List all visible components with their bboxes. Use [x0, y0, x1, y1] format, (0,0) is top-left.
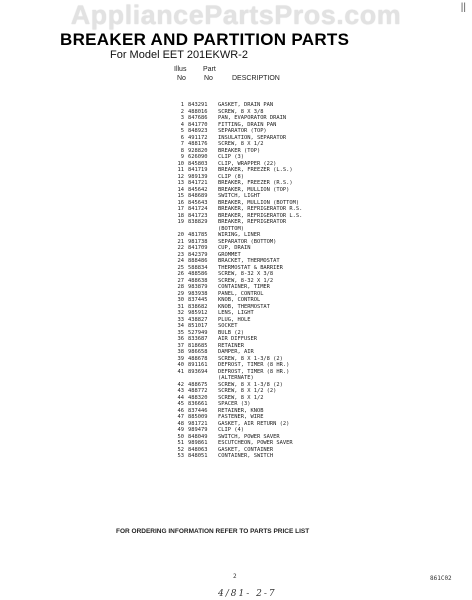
document-code: 861C02	[430, 575, 452, 582]
illus-no: 20	[177, 232, 184, 238]
part-description: DEFROST, TIMER (8 HR.)	[218, 368, 290, 375]
part-description: BREAKER (TOP)	[218, 147, 261, 154]
illus-no-header-bottom: No	[177, 75, 186, 82]
illus-no: 7	[180, 141, 184, 147]
part-description: BREAKER, MULLION (BOTTOM)	[218, 199, 300, 206]
illus-no: 29	[177, 290, 184, 297]
part-number: 488638	[188, 277, 208, 284]
part-description: CLIP, WRAPPER (22)	[218, 160, 277, 167]
part-number: 985912	[188, 310, 208, 316]
part-number: 981738	[188, 238, 208, 245]
part-number: 981721	[188, 420, 208, 427]
part-number: 928820	[188, 147, 208, 154]
part-description: SEPARATOR (TOP)	[218, 128, 267, 134]
part-number: 488176	[188, 141, 208, 147]
illus-no: 18	[177, 212, 184, 219]
part-description: PANEL, CONTROL	[218, 290, 264, 297]
illus-no: 2	[180, 108, 184, 115]
part-number: 989861	[188, 440, 208, 446]
part-description: CONTAINER, TIMER	[218, 284, 270, 290]
part-description: KNOB, CONTROL	[218, 297, 261, 303]
part-description: PAN, EVAPORATOR DRAIN	[218, 115, 287, 121]
part-description: SCREW, 8 X 1-3/8 (2)	[218, 381, 283, 388]
page-title: BREAKER AND PARTITION PARTS	[60, 30, 350, 49]
part-number: 885009	[188, 414, 208, 420]
part-number: 836661	[188, 401, 208, 407]
illus-no: 17	[177, 206, 184, 212]
illus-no: 36	[177, 336, 184, 342]
part-number: 848063	[188, 446, 208, 453]
part-description: SCREW, 8 X 3/8	[218, 108, 264, 115]
illus-no: 4	[180, 121, 184, 128]
illus-no: 28	[177, 284, 184, 290]
parts-row	[0, 453, 472, 460]
illus-no: 21	[177, 238, 184, 245]
part-description: CLIP (4)	[218, 427, 244, 433]
part-number: 841770	[188, 121, 208, 128]
part-number: 891161	[188, 362, 208, 368]
part-number: 983879	[188, 284, 208, 290]
part-description: CLIP (3)	[218, 154, 244, 160]
part-number: 989139	[188, 173, 208, 180]
part-number: 488772	[188, 388, 208, 394]
part-description: (ALTERNATE)	[218, 375, 254, 381]
illus-no: 40	[177, 362, 184, 368]
corner-mark: ||	[460, 2, 466, 13]
illus-no: 52	[177, 446, 184, 453]
part-description: BREAKER, FREEZER (L.S.)	[218, 167, 293, 173]
part-description: CONTAINER, SWITCH	[218, 453, 274, 459]
part-number: 848051	[188, 453, 208, 459]
illus-no: 13	[177, 180, 184, 186]
part-number: 481785	[188, 232, 208, 238]
part-number: 838682	[188, 303, 208, 310]
illus-no: 25	[177, 264, 184, 271]
part-number: 626090	[188, 154, 208, 160]
part-description: WIRING, LINER	[218, 232, 261, 238]
illus-no: 22	[177, 245, 184, 251]
handwritten-note: 4/81- 2-7	[218, 589, 277, 599]
part-description: GASKET, DRAIN PAN	[218, 102, 274, 108]
part-description: BREAKER, MULLION (TOP)	[218, 186, 290, 193]
illus-no: 15	[177, 193, 184, 199]
part-number: 848689	[188, 193, 208, 199]
illus-no: 37	[177, 342, 184, 349]
part-description: SEPARATOR (BOTTOM)	[218, 238, 277, 245]
part-description: SCREW, 8 X 1/2 (2)	[218, 388, 277, 394]
part-number: 893694	[188, 368, 208, 375]
part-number: 841719	[188, 167, 208, 173]
part-description: SCREW, 8 X 1/2	[218, 394, 264, 401]
part-description: GROMMET	[218, 251, 241, 258]
part-description: BREAKER, REFRIGERATOR L.S.	[218, 212, 303, 219]
part-number: 833687	[188, 336, 208, 342]
illus-no: 8	[180, 147, 184, 154]
part-number: 841723	[188, 212, 208, 219]
part-number: 986658	[188, 349, 208, 355]
illus-no: 49	[177, 427, 184, 433]
illus-no: 33	[177, 316, 184, 323]
part-description: GASKET, CONTAINER	[218, 446, 274, 453]
illus-no: 50	[177, 433, 184, 440]
illus-no: 14	[177, 186, 184, 193]
part-number: 527949	[188, 329, 208, 336]
illus-no: 44	[177, 394, 184, 401]
part-number: 488678	[188, 355, 208, 362]
part-number: 851017	[188, 323, 208, 329]
part-description: FITTING, DRAIN PAN	[218, 121, 277, 128]
part-description: GASKET, AIR RETURN (2)	[218, 420, 290, 427]
illus-no: 23	[177, 251, 184, 258]
part-number: 842379	[188, 251, 208, 258]
part-number: 848049	[188, 433, 208, 440]
part-no-header-bottom: No	[204, 75, 213, 82]
illus-no: 5	[180, 128, 184, 134]
part-number: 989479	[188, 427, 208, 433]
part-description: SCREW, 8 X 1/2	[218, 141, 264, 147]
ordering-footer: FOR ORDERING INFORMATION REFER TO PARTS PRICE LIST	[116, 528, 310, 535]
part-number: 848923	[188, 128, 208, 134]
illus-no: 42	[177, 381, 184, 388]
illus-no: 32	[177, 310, 184, 316]
part-description: SCREW, 8-32 X 1/2	[218, 277, 274, 284]
part-number: 488016	[188, 108, 208, 115]
part-number: 983938	[188, 290, 208, 297]
illus-no: 12	[177, 173, 184, 180]
illus-no: 45	[177, 401, 184, 407]
illus-no: 47	[177, 414, 184, 420]
part-description: AIR DIFFUSER	[218, 336, 257, 342]
part-number: 847686	[188, 115, 208, 121]
part-description: CUP, DRAIN	[218, 245, 251, 251]
parts-list	[0, 102, 472, 460]
illus-no: 9	[180, 154, 184, 160]
part-description: BRACKET, THERMOSTAT	[218, 258, 280, 264]
part-no-header-top: Part	[203, 66, 216, 73]
part-description: PLUG, HOLE	[218, 316, 251, 323]
illus-no: 43	[177, 388, 184, 394]
illus-no: 41	[177, 368, 184, 375]
illus-no: 38	[177, 349, 184, 355]
illus-no: 30	[177, 297, 184, 303]
part-description: (BOTTOM)	[218, 225, 244, 232]
part-description: SWITCH, LIGHT	[218, 193, 261, 199]
illus-no: 53	[177, 453, 184, 459]
part-number: 488675	[188, 381, 208, 388]
illus-no: 27	[177, 277, 184, 284]
illus-no: 3	[180, 115, 184, 121]
part-number: 841709	[188, 245, 208, 251]
part-description: INSULATION, SEPARATOR	[218, 134, 287, 141]
part-description: RETAINER, KNOB	[218, 407, 264, 414]
part-description: SCREW, 8-32 X 3/8	[218, 271, 274, 277]
part-number: 488320	[188, 394, 208, 401]
illus-no: 48	[177, 420, 184, 427]
illus-no: 46	[177, 407, 184, 414]
part-number: 491172	[188, 134, 208, 141]
part-description: THERMOSTAT & BARRIER	[218, 264, 283, 271]
part-number: 588834	[188, 264, 208, 271]
page-number: 2	[233, 573, 237, 580]
part-number: 818685	[188, 342, 208, 349]
part-number: 845803	[188, 160, 208, 167]
illus-no: 16	[177, 199, 184, 206]
part-description: SWITCH, POWER SAVER	[218, 433, 280, 440]
description-header: DESCRIPTION	[232, 75, 280, 82]
part-number: 838829	[188, 219, 208, 225]
part-description: SCREW, 8 X 1-3/8 (2)	[218, 355, 283, 362]
illus-no: 31	[177, 303, 184, 310]
part-description: DEFROST, TIMER (8 HR.)	[218, 362, 290, 368]
illus-no: 10	[177, 160, 184, 167]
part-number: 837446	[188, 407, 208, 414]
part-description: SPACER (3)	[218, 401, 251, 407]
part-number: 843291	[188, 102, 208, 108]
illus-no: 1	[180, 102, 184, 108]
site-watermark: AppliancePartsPros.com	[70, 0, 402, 30]
part-description: BREAKER, FREEZER (R.S.)	[218, 180, 293, 186]
illus-no: 26	[177, 271, 184, 277]
illus-no: 19	[177, 219, 184, 225]
illus-no: 24	[177, 258, 184, 264]
part-description: LENS, LIGHT	[218, 310, 254, 316]
part-number: 841724	[188, 206, 208, 212]
part-description: CLIP (8)	[218, 173, 244, 180]
part-number: 488586	[188, 271, 208, 277]
part-number: 841721	[188, 180, 208, 186]
illus-no: 39	[177, 355, 184, 362]
part-description: ESCUTCHEON, POWER SAVER	[218, 440, 293, 446]
illus-no: 34	[177, 323, 184, 329]
part-description: BREAKER, REFRIGERATOR	[218, 219, 287, 225]
illus-no: 35	[177, 329, 184, 336]
part-description: BREAKER, REFRIGERATOR R.S.	[218, 206, 303, 212]
part-description: KNOB, THERMOSTAT	[218, 303, 270, 310]
part-number: 845642	[188, 186, 208, 193]
part-description: DAMPER, AIR	[218, 349, 254, 355]
illus-no: 51	[177, 440, 184, 446]
illus-no-header-top: Illus	[174, 66, 187, 73]
part-number: 837445	[188, 297, 208, 303]
part-number: 845643	[188, 199, 208, 206]
illus-no: 6	[180, 134, 184, 141]
part-description: SOCKET	[218, 323, 238, 329]
model-subtitle: For Model EET 201EKWR-2	[110, 49, 248, 61]
part-description: RETAINER	[218, 342, 244, 349]
illus-no: 11	[177, 167, 184, 173]
part-description: FASTENER, WIRE	[218, 414, 264, 420]
part-number: 438827	[188, 316, 208, 323]
part-number: 888486	[188, 258, 208, 264]
part-description: BULB (2)	[218, 329, 244, 336]
